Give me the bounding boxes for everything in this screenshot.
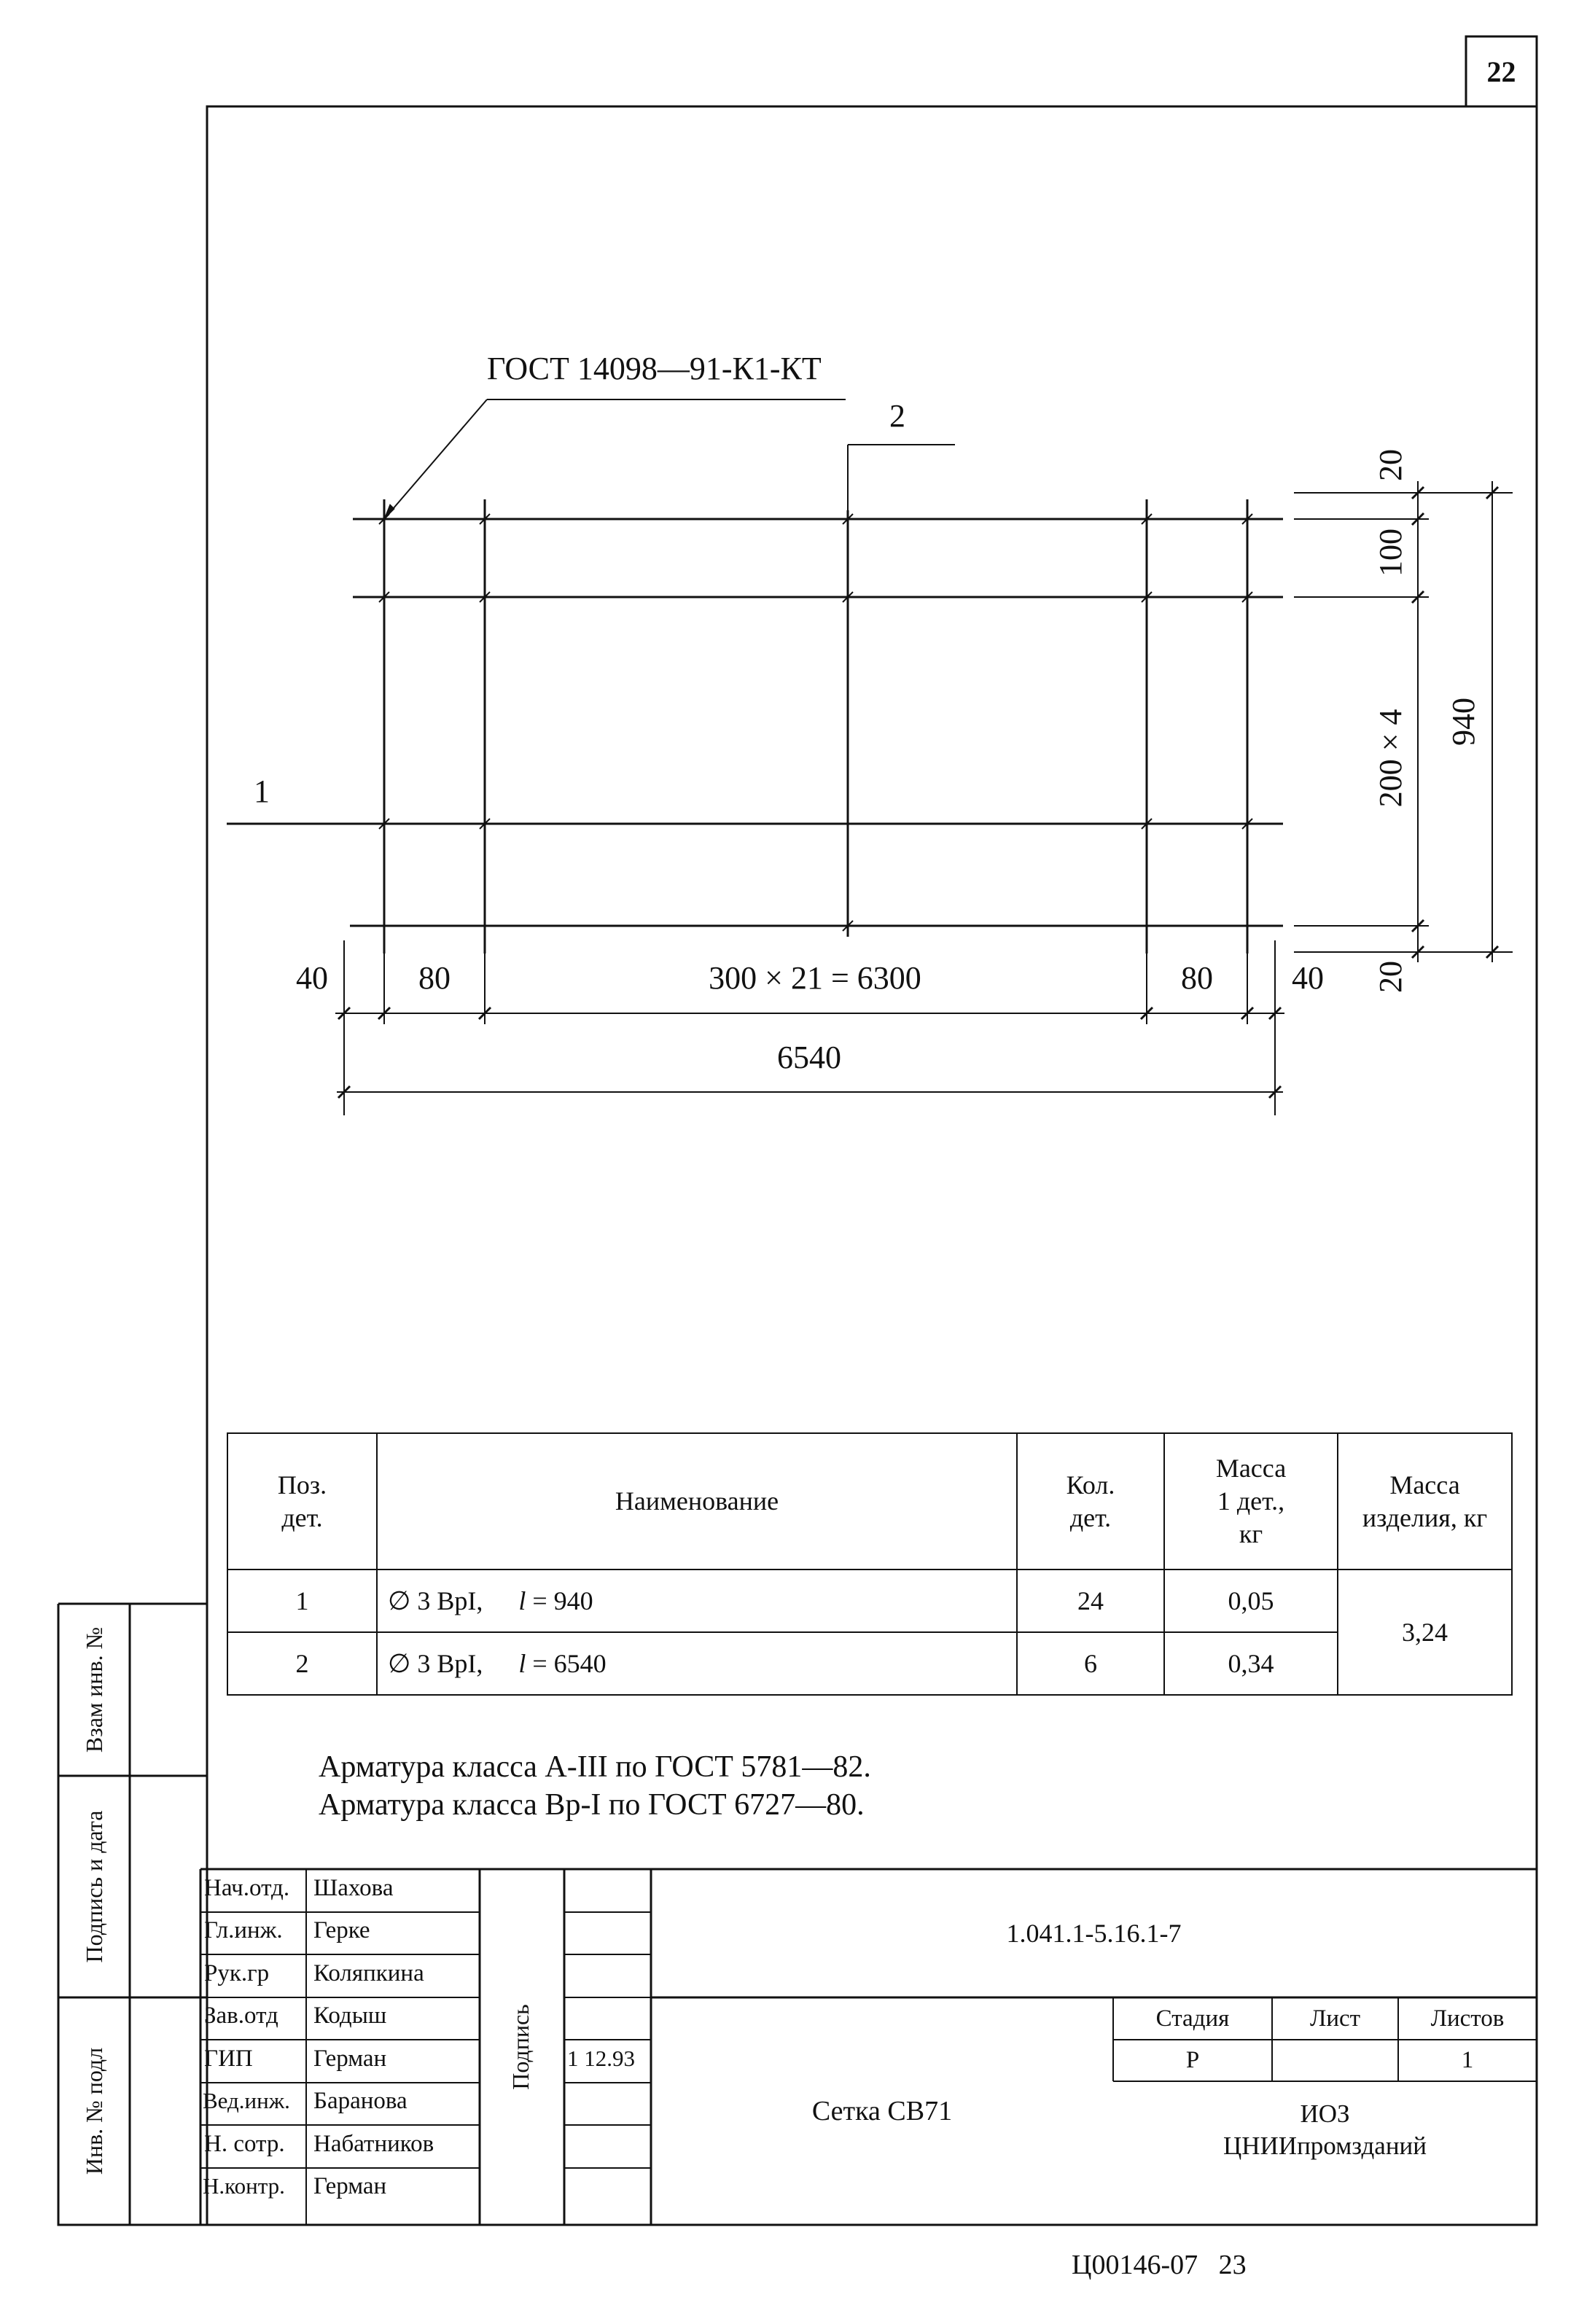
sign-date: 1 12.93 — [567, 2046, 635, 2071]
dim-overall-width: 940 — [1446, 698, 1481, 746]
sheets-value: 1 — [1461, 2047, 1474, 2073]
row-name — [377, 1632, 1017, 1695]
row-pos: 2 — [227, 1632, 377, 1695]
stamp-signature-date: Подпись и дата — [81, 1810, 107, 1963]
dim-mid-pitch: 200 × 4 — [1373, 709, 1408, 808]
position-1-label: 1 — [254, 773, 270, 809]
row-pos: 1 — [227, 1570, 377, 1632]
stage-label: Стадия — [1155, 2005, 1230, 2032]
role-label: Н. сотр. — [204, 2131, 285, 2157]
role-label: Вед.инж. — [203, 2088, 290, 2113]
dim-edge-right: 40 — [1292, 960, 1324, 996]
signature-column-label: Подпись — [507, 2004, 534, 2090]
sheets-label: Листов — [1430, 2005, 1505, 2032]
drawing-title: Сетка СВ71 — [811, 2096, 953, 2126]
row-diameter: ∅ 3 ВрI, — [388, 1586, 483, 1615]
row-name — [377, 1570, 1017, 1632]
sheet-number: 22 — [1486, 55, 1516, 88]
stamp-orig-inv: Инв. № подл — [81, 2047, 107, 2175]
dim-middle: 300 × 21 = 6300 — [709, 960, 921, 996]
header-mass-total: Масса изделия, кг — [1338, 1433, 1512, 1570]
dim-end-right: 80 — [1181, 960, 1213, 996]
role-name: Кодыш — [313, 2003, 387, 2029]
row-mass-one: 0,34 — [1164, 1632, 1338, 1695]
role-label: Н.контр. — [203, 2173, 285, 2199]
sheet-label: Лист — [1309, 2005, 1361, 2032]
table-row — [227, 1632, 1512, 1695]
mass-total: 3,24 — [1338, 1570, 1512, 1695]
header-name: Наименование — [377, 1433, 1017, 1570]
role-name: Коляпкина — [313, 1960, 424, 1986]
header-mass-one: Масса 1 дет., кг — [1164, 1433, 1338, 1570]
leader-standard-label: ГОСТ 14098—91-К1-КТ — [487, 351, 822, 386]
position-2-label: 2 — [889, 398, 905, 434]
note-line: Арматура класса Вр-I по ГОСТ 6727—80. — [319, 1788, 865, 1822]
org-line-1: ИОЗ — [1300, 2099, 1350, 2128]
role-label: Рук.гр — [204, 1960, 270, 1986]
side-stamp-labels — [81, 1627, 534, 2175]
footer-code: Ц00146-07 23 — [1072, 2250, 1247, 2280]
dim-end-left: 80 — [418, 960, 451, 996]
dim-edge-left: 40 — [296, 960, 328, 996]
mesh-drawing — [227, 399, 1283, 954]
row-qty: 6 — [1017, 1632, 1164, 1695]
role-name: Баранова — [313, 2088, 408, 2114]
role-name: Шахова — [313, 1875, 394, 1901]
role-label: ГИП — [204, 2046, 253, 2072]
sheet-value — [1272, 2040, 1398, 2081]
role-name: Набатников — [313, 2131, 434, 2157]
stamp-replace-inv: Взам инв. № — [81, 1626, 107, 1753]
row-diameter: ∅ 3 ВрI, — [388, 1648, 483, 1678]
row-length: = 940 — [532, 1586, 593, 1615]
row-length: = 6540 — [532, 1648, 607, 1678]
role-label: Гл.инж. — [204, 1917, 283, 1943]
note-line: Арматура класса А-III по ГОСТ 5781—82. — [319, 1750, 871, 1784]
spec-table — [227, 1432, 1513, 1696]
row-qty: 24 — [1017, 1570, 1164, 1632]
row-mass-one: 0,05 — [1164, 1570, 1338, 1632]
stage-value: Р — [1185, 2047, 1200, 2073]
header-qty: Кол. дет. — [1017, 1433, 1164, 1570]
role-label: Зав.отд — [204, 2003, 278, 2029]
row-length-symbol: l — [518, 1648, 526, 1678]
dim-top-edge: 20 — [1373, 449, 1408, 481]
row-length-symbol: l — [518, 1586, 526, 1615]
doc-code: 1.041.1-5.16.1-7 — [1006, 1919, 1182, 1948]
drawing-labels — [254, 351, 1481, 1075]
role-name: Герман — [313, 2173, 387, 2199]
role-label: Нач.отд. — [204, 1875, 290, 1901]
dim-overall-length: 6540 — [777, 1040, 841, 1075]
role-name: Герман — [313, 2046, 387, 2072]
header-pos: Поз. дет. — [227, 1433, 377, 1570]
table-row — [227, 1570, 1512, 1632]
org-line-2: ЦНИИпромзданий — [1223, 2132, 1427, 2160]
notes — [319, 1748, 871, 1824]
dim-top-pitch: 100 — [1373, 529, 1408, 577]
organization — [1113, 2098, 1537, 2162]
role-name: Герке — [313, 1917, 370, 1943]
dim-bottom-edge: 20 — [1373, 961, 1408, 993]
